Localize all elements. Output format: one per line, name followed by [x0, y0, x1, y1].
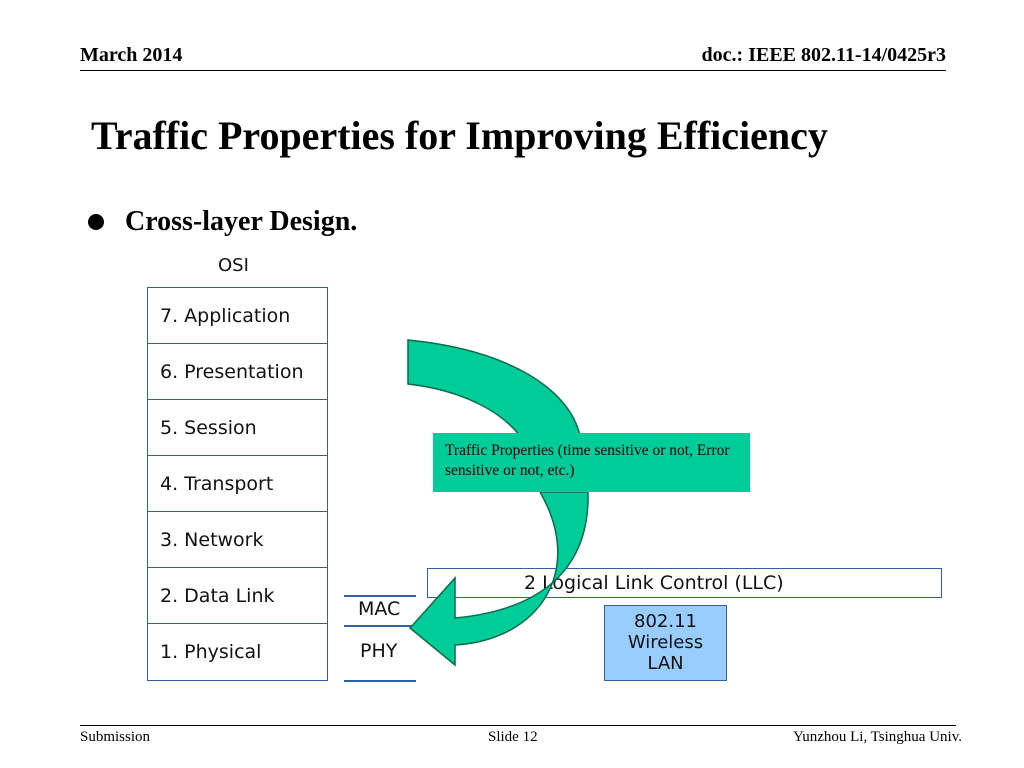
- mac-label: MAC: [358, 598, 401, 620]
- phy-label: PHY: [360, 640, 398, 662]
- wlan-line-1: 802.11: [634, 611, 697, 632]
- wlan-line-3: LAN: [647, 653, 684, 674]
- osi-layer-7: 7. Application: [148, 288, 327, 344]
- osi-layer-3: 3. Network: [148, 512, 327, 568]
- footer-rule: [80, 725, 956, 726]
- wlan-line-2: Wireless: [627, 632, 704, 653]
- osi-label: OSI: [218, 255, 249, 276]
- llc-box: 2 Logical Link Control (LLC): [427, 568, 942, 598]
- traffic-properties-callout: Traffic Properties (time sensitive or not, Error sensitive or not, etc.): [433, 433, 750, 492]
- osi-layer-2: 2. Data Link: [148, 568, 327, 624]
- header-date: March 2014: [80, 44, 183, 66]
- osi-layer-5: 5. Session: [148, 400, 327, 456]
- osi-layer-6: 6. Presentation: [148, 344, 327, 400]
- footer-slide-number: Slide 12: [488, 729, 538, 745]
- curved-arrow-lower-icon: [410, 492, 588, 665]
- bullet-text: Cross-layer Design.: [125, 206, 358, 237]
- osi-layer-1: 1. Physical: [160, 641, 262, 663]
- footer-author: Yunzhou Li, Tsinghua Univ.: [793, 729, 962, 745]
- osi-layer-4: 4. Transport: [148, 456, 327, 512]
- curved-arrow-upper-icon: [408, 340, 580, 436]
- slide-title: Traffic Properties for Improving Efficiency: [91, 113, 828, 158]
- header-doc-id: doc.: IEEE 802.11-14/0425r3: [701, 44, 946, 66]
- footer-submission: Submission: [80, 729, 151, 745]
